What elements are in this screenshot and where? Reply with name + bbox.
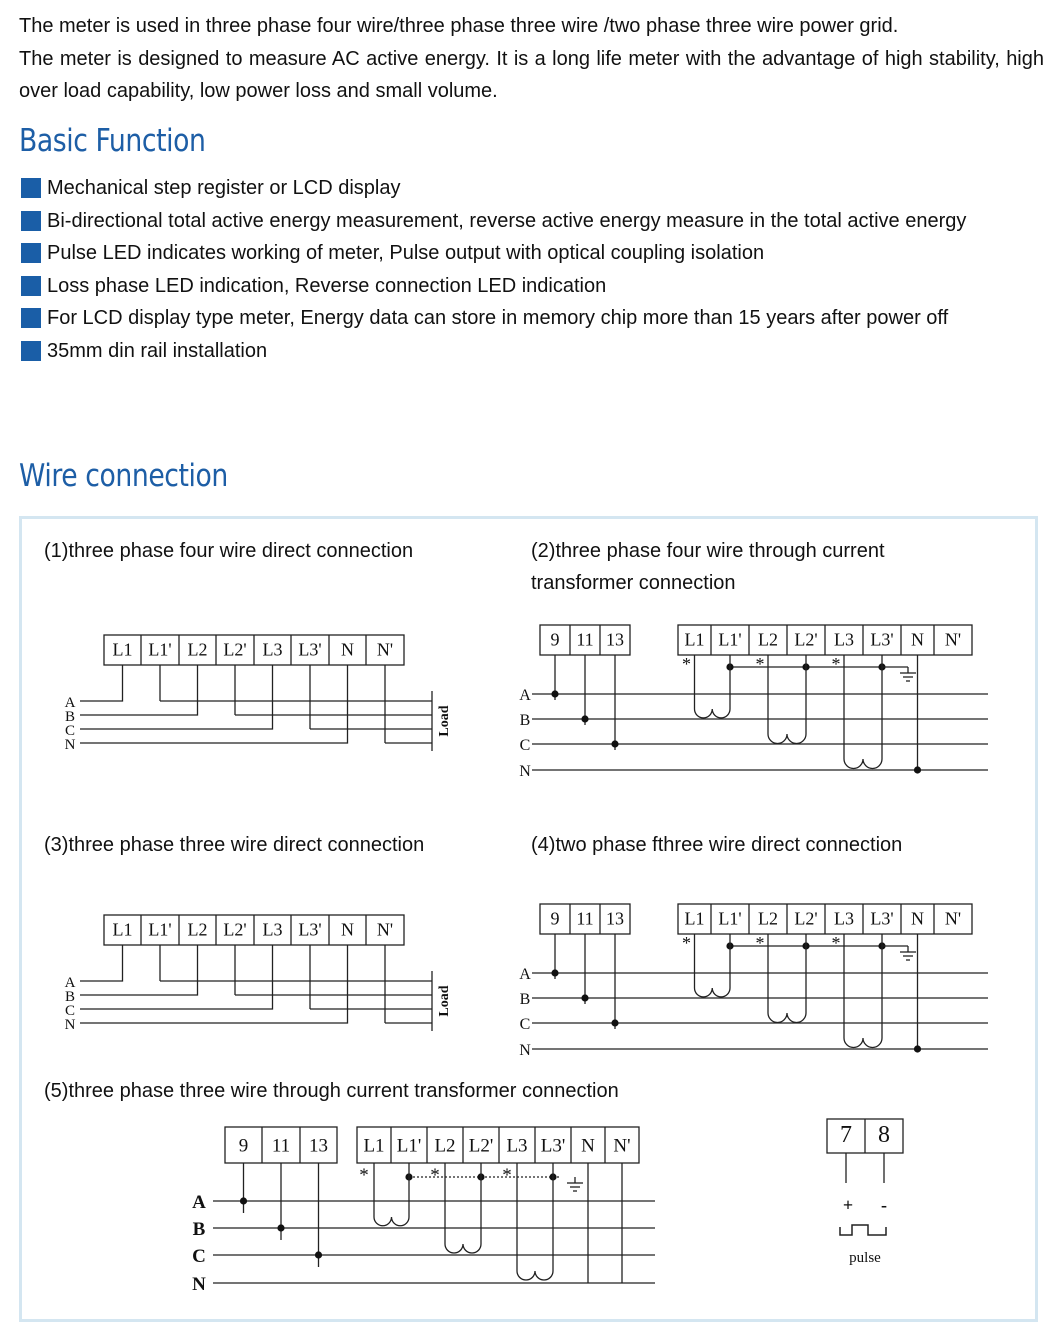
polarity-star: * xyxy=(755,654,765,674)
line-label: B xyxy=(519,712,531,729)
junction-dot xyxy=(611,740,618,747)
terminal-label: L3' xyxy=(870,629,894,650)
line-label: B xyxy=(192,1219,206,1240)
line-label: B xyxy=(519,991,531,1008)
line-label: B xyxy=(64,989,76,1005)
line-label: C xyxy=(519,1016,531,1033)
pulse-waveform-icon xyxy=(840,1225,886,1235)
ct-coil-icon xyxy=(695,976,731,997)
wire-line xyxy=(80,665,348,743)
blue-square-bullet-icon xyxy=(21,178,41,198)
terminal-label: L3 xyxy=(262,919,283,940)
terminal-label: L3 xyxy=(834,629,854,650)
feature-item: Pulse LED indicates working of meter, Pulse output with optical coupling isolation xyxy=(19,237,1044,270)
terminal-label: N xyxy=(341,919,354,940)
polarity-star: * xyxy=(502,1165,512,1186)
terminal-label: L3 xyxy=(506,1135,528,1157)
terminal-label: L2' xyxy=(223,919,247,940)
intro-line-2: The meter is designed to measure AC active energy. It is a long life meter with the advantage of high stability, high over load capability, low power loss and small volume. xyxy=(19,47,1044,102)
caption-3: (3)three phase three wire direct connection xyxy=(44,834,425,856)
wire-line xyxy=(80,665,273,729)
feature-item: Mechanical step register or LCD display xyxy=(19,172,1044,205)
caption-4: (4)two phase fthree wire direct connection xyxy=(531,834,903,856)
terminal-label: N xyxy=(911,908,924,929)
intro-text xyxy=(19,10,1044,108)
blue-square-bullet-icon xyxy=(21,341,41,361)
junction-dot xyxy=(551,690,558,697)
line-label: B xyxy=(64,709,76,725)
junction-dot xyxy=(611,1019,618,1026)
terminal-label: N' xyxy=(376,919,394,940)
caption-1: (1)three phase four wire direct connection xyxy=(44,540,414,562)
terminal-label: 11 xyxy=(576,908,594,929)
terminal-label: N xyxy=(341,639,354,660)
blue-square-bullet-icon xyxy=(21,243,41,263)
terminal-label: L2 xyxy=(187,919,208,940)
diagram-3-direct xyxy=(65,915,452,1033)
ct-coil-icon xyxy=(844,1026,882,1048)
terminal-label: 13 xyxy=(606,629,624,650)
line-label: C xyxy=(64,723,76,739)
polarity-star: * xyxy=(831,654,841,674)
polarity-star: * xyxy=(831,933,841,953)
line-label: N xyxy=(519,763,531,780)
feature-item: 35mm din rail installation xyxy=(19,335,1044,368)
terminal-label: L2 xyxy=(758,629,778,650)
line-label: N xyxy=(64,737,76,753)
ct-coil-icon xyxy=(445,1232,481,1253)
terminal-label: L2' xyxy=(794,629,818,650)
terminal-label: L1 xyxy=(363,1135,385,1157)
junction-dot xyxy=(581,994,588,1001)
feature-item: Bi-directional total active energy measurement, reverse active energy measure in the total active energy xyxy=(19,205,1044,238)
caption-2a: (2)three phase four wire through current xyxy=(531,540,885,562)
terminal-label: 11 xyxy=(271,1135,291,1157)
blue-square-bullet-icon xyxy=(21,308,41,328)
wiring-diagrams-panel xyxy=(19,516,1038,1322)
wire-line xyxy=(80,945,198,995)
feature-item: For LCD display type meter, Energy data can store in memory chip more than 15 years after power off xyxy=(19,302,1044,335)
polarity-star: * xyxy=(430,1165,440,1186)
terminal-label: N' xyxy=(376,639,394,660)
terminal-label: L1 xyxy=(684,629,705,650)
junction-dot xyxy=(315,1251,322,1258)
line-label: N xyxy=(64,1017,76,1033)
terminal-label: L1' xyxy=(718,629,742,650)
polarity-star: * xyxy=(755,933,765,953)
wire-line xyxy=(80,945,273,1009)
feature-list xyxy=(19,172,1044,367)
wiring-diagrams xyxy=(22,519,1035,1319)
terminal-label: L3' xyxy=(540,1135,566,1157)
line-label: A xyxy=(192,1192,206,1213)
terminal-label: 9 xyxy=(550,908,560,929)
terminal-label: L1' xyxy=(718,908,742,929)
caption-2b: transformer connection xyxy=(531,572,736,594)
terminal-label: L3' xyxy=(298,919,322,940)
terminal-label: L1' xyxy=(148,919,172,940)
wire-line xyxy=(80,665,198,715)
line-label: C xyxy=(519,737,531,754)
pulse-minus-label: - xyxy=(881,1195,887,1215)
terminal-label: L2' xyxy=(794,908,818,929)
terminal-label: L1' xyxy=(396,1135,422,1157)
diagram-4-ct xyxy=(519,904,988,1059)
pulse-label: pulse xyxy=(849,1250,881,1266)
line-label: C xyxy=(192,1246,206,1267)
line-label: A xyxy=(519,966,531,983)
junction-dot xyxy=(581,715,588,722)
ct-coil-icon xyxy=(374,1205,409,1226)
terminal-label: L3' xyxy=(870,908,894,929)
terminal-label: N xyxy=(581,1135,595,1157)
ct-coil-icon xyxy=(695,697,731,718)
terminal-label: L2 xyxy=(187,639,208,660)
terminal-label: L2' xyxy=(223,639,247,660)
terminal-label: 9 xyxy=(550,629,560,650)
terminal-label: 8 xyxy=(878,1122,890,1149)
terminal-label: L2' xyxy=(468,1135,494,1157)
diagram-1-direct xyxy=(65,635,452,753)
wire-line xyxy=(80,945,123,981)
load-label: Load xyxy=(437,985,452,1017)
terminal-label: 11 xyxy=(576,629,594,650)
terminal-label: L2 xyxy=(434,1135,456,1157)
wire-connection-heading: Wire connection xyxy=(19,458,228,494)
wire-line xyxy=(80,665,123,701)
terminal-label: 13 xyxy=(309,1135,328,1157)
blue-square-bullet-icon xyxy=(21,211,41,231)
terminal-label: L1 xyxy=(112,639,133,660)
junction-dot xyxy=(277,1224,284,1231)
polarity-star: * xyxy=(682,933,691,953)
diagram-2-ct xyxy=(519,625,988,780)
line-label: A xyxy=(64,975,76,991)
terminal-label: L1' xyxy=(148,639,172,660)
ct-coil-icon xyxy=(768,722,806,744)
caption-5: (5)three phase three wire through current transformer connection xyxy=(44,1080,619,1102)
line-label: C xyxy=(64,1003,76,1019)
feature-item: Loss phase LED indication, Reverse connection LED indication xyxy=(19,270,1044,303)
terminal-label: L1 xyxy=(684,908,705,929)
pulse-plus-label: + xyxy=(842,1195,854,1215)
ct-coil-icon xyxy=(517,1259,553,1280)
ct-coil-icon xyxy=(844,747,882,769)
line-label: A xyxy=(519,687,531,704)
polarity-star: * xyxy=(359,1165,369,1186)
junction-dot xyxy=(914,766,921,773)
load-label: Load xyxy=(437,705,452,737)
junction-dot xyxy=(240,1197,247,1204)
line-label: N xyxy=(192,1274,206,1295)
terminal-label: L3 xyxy=(834,908,854,929)
terminal-label: 9 xyxy=(238,1135,249,1157)
pulse-output-diagram xyxy=(827,1119,903,1266)
junction-dot xyxy=(551,969,558,976)
terminal-label: 13 xyxy=(606,908,624,929)
wire-line xyxy=(80,945,348,1023)
terminal-label: L3 xyxy=(262,639,283,660)
polarity-star: * xyxy=(682,654,691,674)
blue-square-bullet-icon xyxy=(21,276,41,296)
terminal-label: N xyxy=(911,629,924,650)
terminal-label: N' xyxy=(944,908,962,929)
terminal-label: N' xyxy=(944,629,962,650)
terminal-label: L3' xyxy=(298,639,322,660)
junction-dot xyxy=(914,1045,921,1052)
ct-coil-icon xyxy=(768,1001,806,1023)
terminal-label: L1 xyxy=(112,919,133,940)
terminal-label: 7 xyxy=(840,1122,852,1149)
line-label: A xyxy=(64,695,76,711)
intro-line-1: The meter is used in three phase four wire/three phase three wire /two phase three wire power grid. xyxy=(19,15,899,37)
terminal-label: N' xyxy=(613,1135,631,1157)
line-label: N xyxy=(519,1042,531,1059)
terminal-label: L2 xyxy=(758,908,778,929)
diagram-5-ct xyxy=(192,1127,655,1295)
basic-function-heading: Basic Function xyxy=(19,123,206,159)
